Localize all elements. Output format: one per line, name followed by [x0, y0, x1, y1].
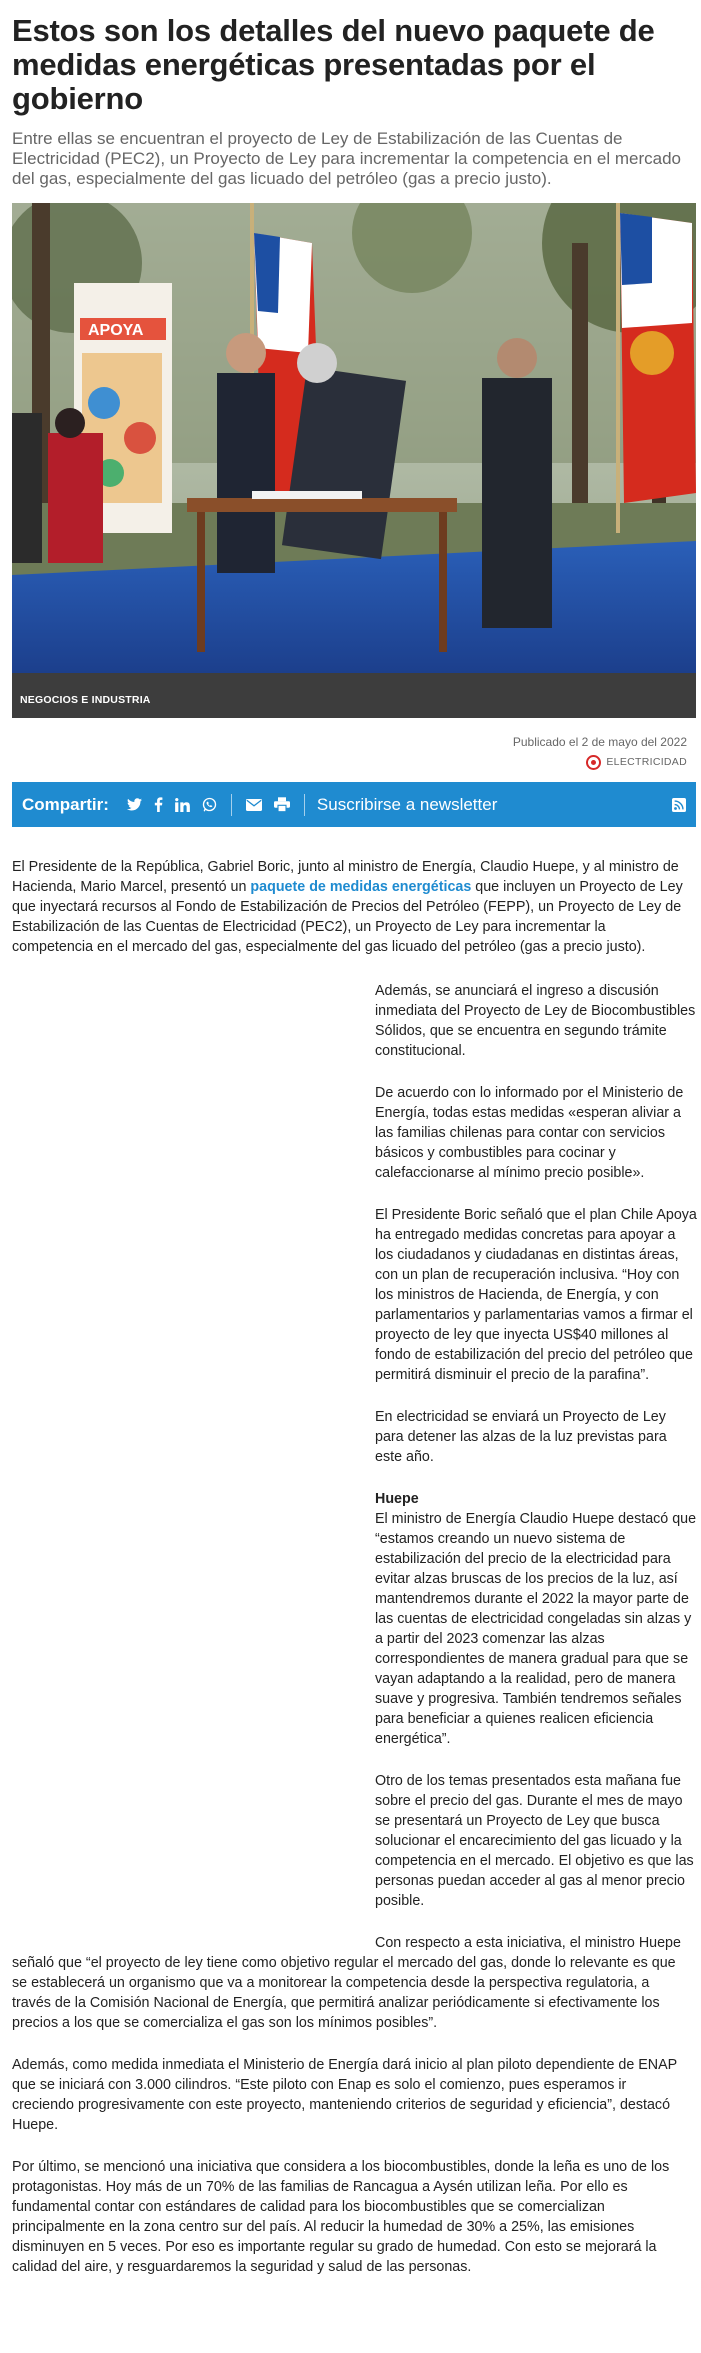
- share-divider: [231, 794, 232, 816]
- hero-image: [12, 203, 696, 718]
- paragraph: Por último, se mencionó una iniciativa que considera a los biocombustibles, donde la leña es uno de los protagonistas. Hoy más de un 70% de las familias de Rancagua a Aysén utilizan leña. Por ello es fundamental contar con estándares de calidad para los biocombustibles que se comercializan principalmente en la zona centro sur del país. Al reducir la humedad de 30% a 25%, las emisiones disminuyen en 5 veces. Por eso es importante regular su grado de humedad. Con esto se mejorará la calidad del aire, y resguardaremos la seguridad y salud de las personas.: [12, 2159, 670, 2275]
- medidas-link[interactable]: paquete de medidas energéticas: [250, 879, 472, 895]
- whatsapp-icon[interactable]: [202, 797, 217, 812]
- publish-date: Publicado el 2 de mayo del 2022: [512, 735, 687, 749]
- paragraph-huepe: [375, 1489, 697, 1749]
- article-meta: [12, 734, 689, 770]
- email-icon[interactable]: [246, 799, 262, 811]
- share-bar: [12, 782, 696, 827]
- paragraph: El Presidente Boric señaló que el plan Chile Apoya ha entregado medidas concretas para apoyar a los ciudadanos y ciudadanas en distintas áreas, con un plan de recuperación inclusiva. “Hoy con los ministros de Hacienda, de Energía, y con parlamentarios y parlamentarias vamos a firmar el proyecto de ley que inyecta US$40 millones al fondo de estabilización del precio del petróleo que permitirá disminuir el precio de la parafina”.: [375, 1207, 697, 1383]
- category-tag[interactable]: [12, 754, 687, 770]
- paragraph: Además, se anunciará el ingreso a discusión inmediata del Proyecto de Ley de Biocombustibles Sólidos, que se encuentra en segundo trámite constitucional.: [375, 983, 696, 1059]
- twitter-icon[interactable]: [127, 798, 142, 811]
- image-caption: NEGOCIOS E INDUSTRIA: [20, 694, 151, 706]
- paragraph-text: El ministro de Energía Claudio Huepe destacó que “estamos creando un nuevo sistema de estabilización del precio de la electricidad para evitar alzas bruscas de los precios de la luz, así mantendremos durante el 2022 la mayor parte de las cuentas de electricidad congeladas sin alzas y a partir del 2023 comenzar las alzas correspondientes de manera gradual para que se vayan adaptando a la realidad, pero de manera suave y progresiva. También tendremos señales para beneficiar a quienes realicen eficiencia energética”.: [375, 1511, 697, 1747]
- article-body: [12, 857, 697, 2277]
- linkedin-icon[interactable]: [175, 798, 190, 812]
- page-title: Estos son los detalles del nuevo paquete de medidas energéticas presentadas por el gobierno: [12, 13, 655, 116]
- category-label: ELECTRICIDAD: [606, 756, 687, 768]
- category-icon: [586, 755, 601, 770]
- paragraph: Con respecto a esta iniciativa, el ministro Huepe señaló que “el proyecto de ley tiene como objetivo regular el mercado del gas, donde lo relevante es que se establecerá un organismo que va a monitorear la competencia desde la perspectiva regulatoria, a través de la Comisión Nacional de Energía, que permitirá analizar periódicamente si efectivamente los precios a los que se comercializa el gas son los mínimos posibles”.: [12, 1935, 681, 2031]
- paragraph: Otro de los temas presentados esta mañana fue sobre el precio del gas. Durante el mes de mayo se presentará un Proyecto de Ley que busca solucionar el encarecimiento del gas licuado y la competencia en el mercado. El objetivo es que las personas puedan acceder al gas al menor precio posible.: [375, 1773, 694, 1909]
- full-width-text: [12, 1933, 689, 2277]
- paragraph: Además, como medida inmediata el Ministerio de Energía dará inicio al plan piloto dependiente de ENAP que se iniciará con 3.000 cilindros. “Este piloto con Enap es solo el comienzo, pues esperamos ir creciendo progresivamente con este proyecto, manteniendo criterios de seguridad y eficiencia”, destacó Huepe.: [12, 2057, 677, 2133]
- share-divider: [304, 794, 305, 816]
- print-icon[interactable]: [274, 797, 290, 812]
- right-column: [375, 981, 697, 1911]
- rss-icon[interactable]: [672, 798, 686, 812]
- paragraph: De acuerdo con lo informado por el Ministerio de Energía, todas estas medidas «esperan aliviar a las familias chilenas para contar con servicios básicos y combustibles para cocinar y calefaccionarse al mínimo precio posible».: [375, 1085, 684, 1181]
- paragraph: En electricidad se enviará un Proyecto de Ley para detener las alzas de la luz previstas para este año.: [375, 1409, 667, 1465]
- lead-text-start: El Presidente de la República, Gabriel Boric, junto al ministro de Energía, Claudio Huepe, y al ministro de Hacienda, Mario Marcel, presentó un: [12, 859, 679, 895]
- lead-paragraph: [12, 857, 689, 957]
- newsletter-link[interactable]: Suscribirse a newsletter: [316, 794, 498, 814]
- lead-text-end: que incluyen un Proyecto de Ley que inyectará recursos al Fondo de Estabilización de Precios del Petróleo (FEPP), un Proyecto de Ley de Estabilización de las Cuentas de Electricidad (PEC2), un Proyecto de Ley para incrementar la competencia en el mercado del gas, especialmente del gas licuado del petróleo (gas a precio justo).: [12, 879, 683, 955]
- article-subtitle: Entre ellas se encuentran el proyecto de Ley de Estabilización de las Cuentas de Electricidad (PEC2), un Proyecto de Ley para incrementar la competencia en el mercado del gas, especialmente del gas licuado del petróleo (gas a precio justo).: [12, 129, 682, 188]
- section-heading: Huepe: [375, 1491, 419, 1507]
- hero-photo-illustration: [12, 203, 696, 718]
- share-label: Compartir:: [22, 794, 109, 814]
- facebook-icon[interactable]: [154, 797, 163, 812]
- banner-text: APOYA: [88, 322, 144, 339]
